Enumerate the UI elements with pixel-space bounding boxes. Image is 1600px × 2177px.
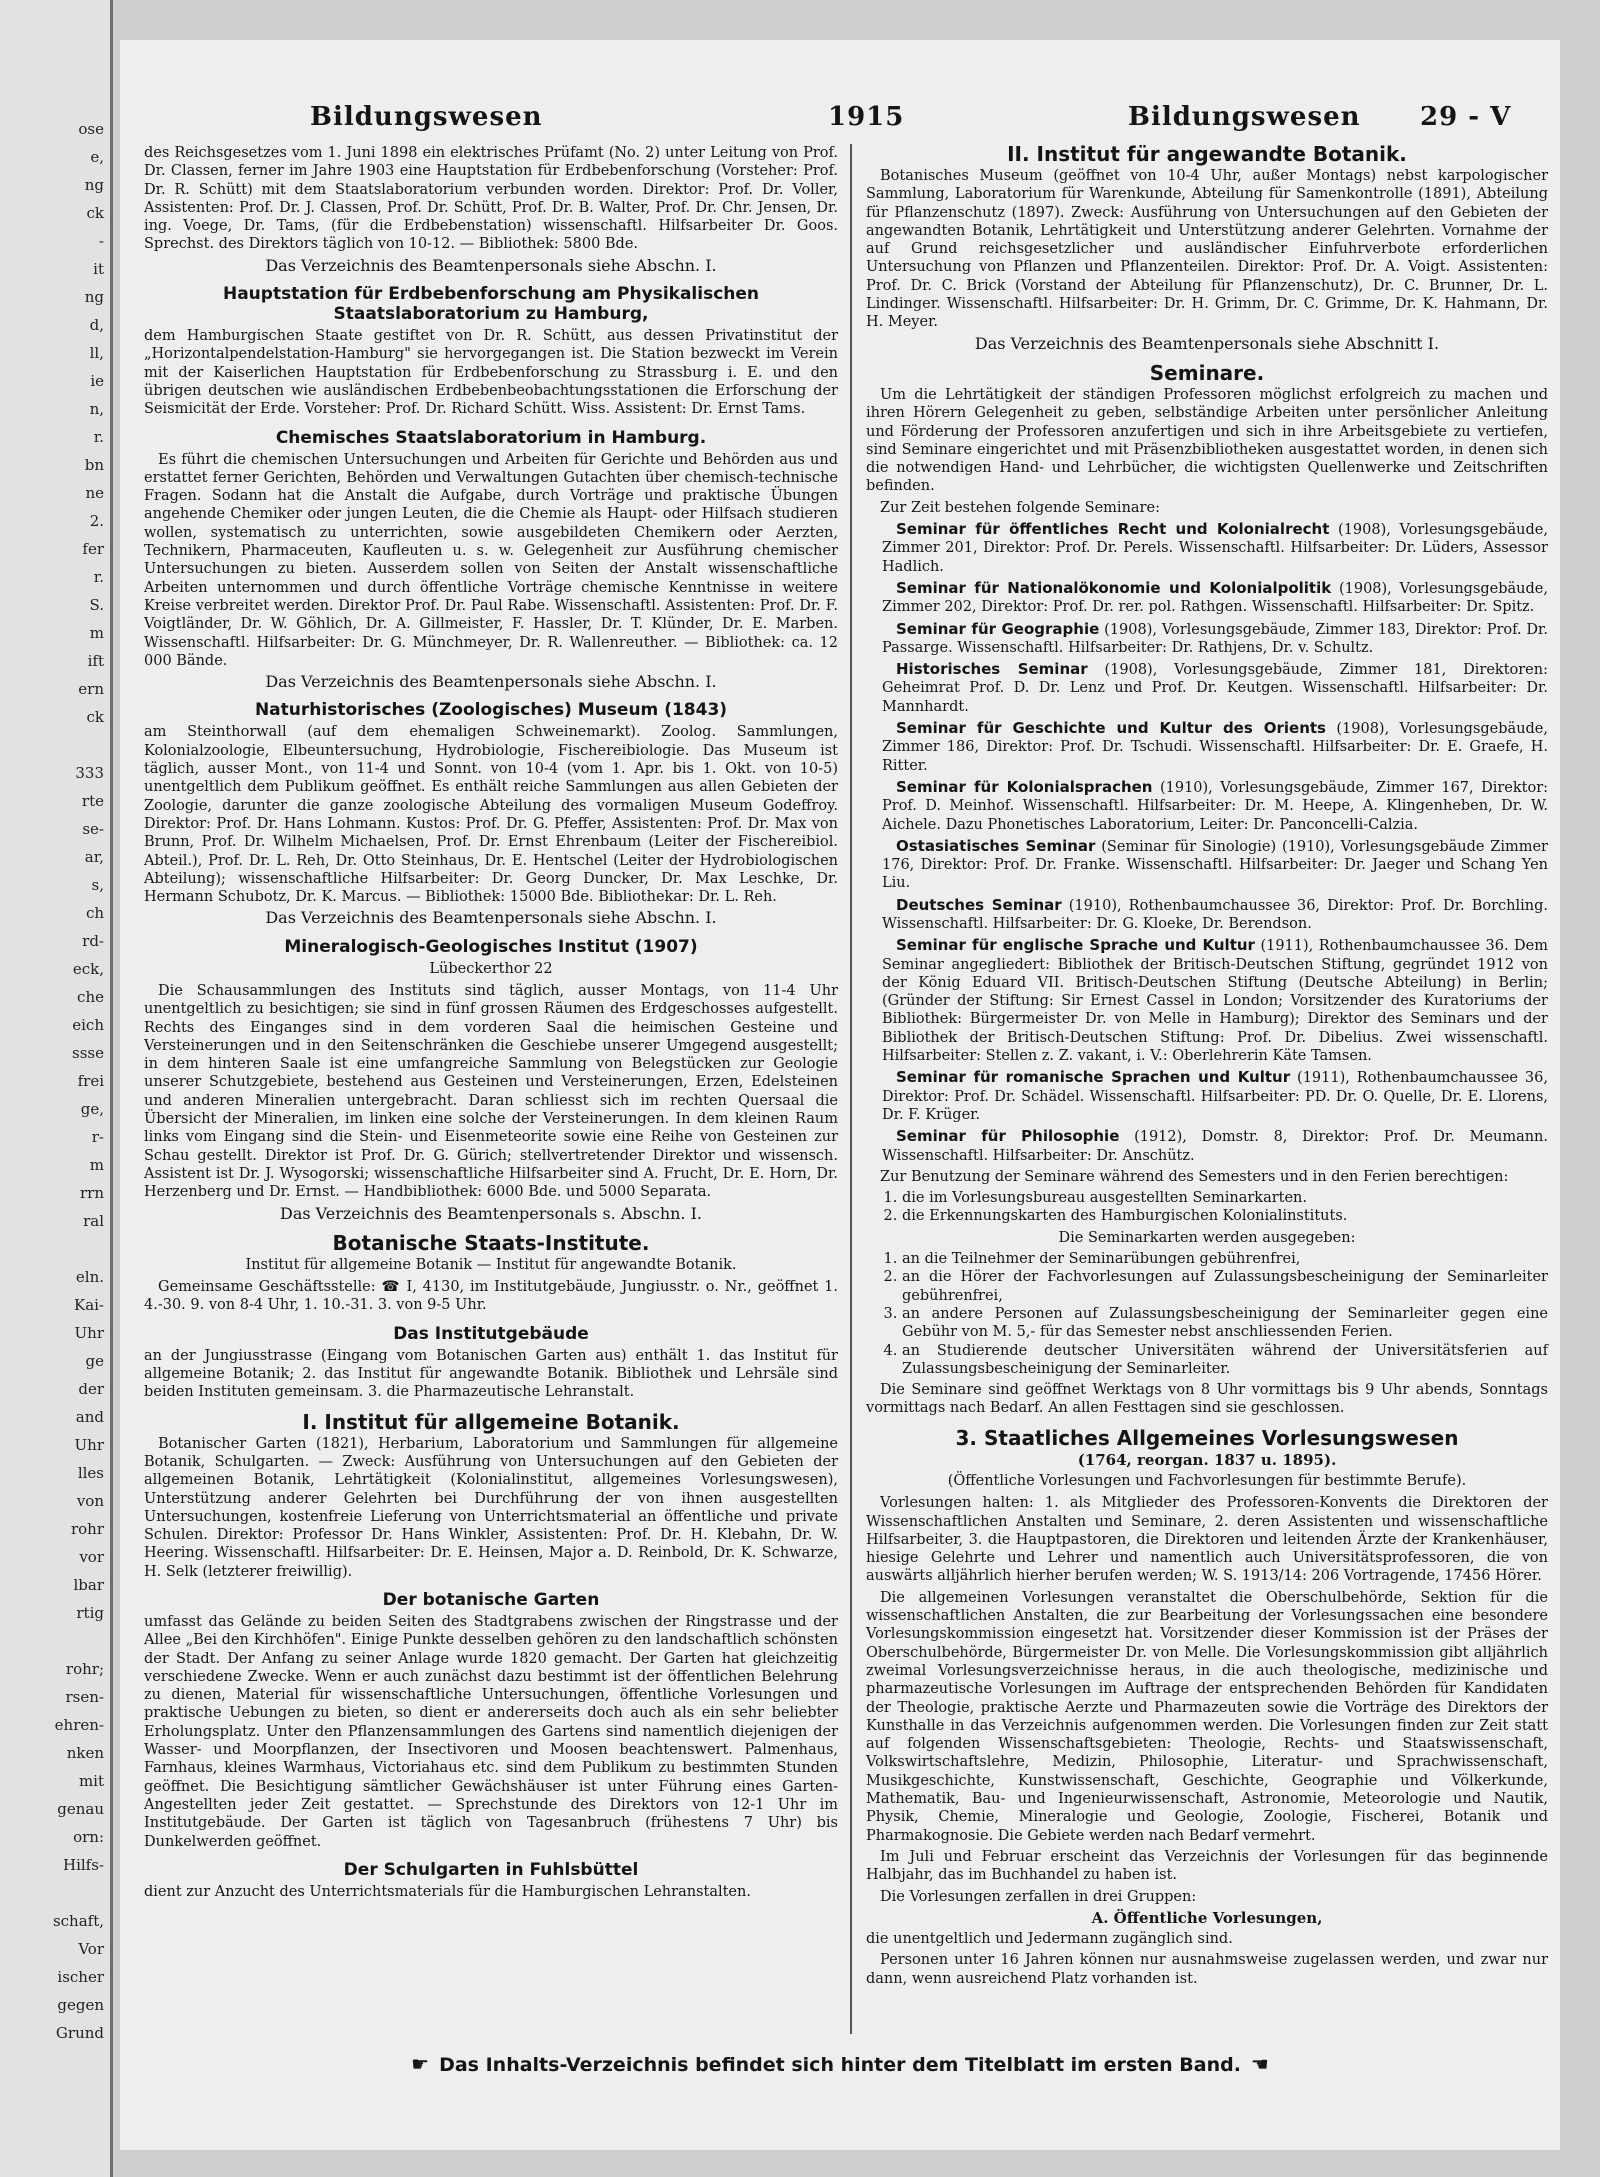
vorlesung-heading: 3. Staatliches Allgemeines Vorlesungswesen [955,1425,1459,1450]
page-footer [120,2052,1560,2076]
karten-intro: Die Seminarkarten werden ausgegeben: [1058,1229,1356,1246]
left-column [144,144,838,1904]
mineral-reference: Das Verzeichnis des Beamtenpersonals s. Abschn. I. [279,1203,702,1223]
prev-page-fragment: ose [78,120,104,138]
oeffnung-paragraph: Die Seminare sind geöffnet Werktags von 8 Uhr vormittags bis 9 Uhr abends, Sonntags vormittags nach Bedarf. An allen Festtagen sind sie geschlossen. [866,1382,1548,1417]
prev-page-fragment: eln. [75,1268,104,1286]
seminar-entry [866,719,1548,775]
prev-page-fragment: eich [72,1016,104,1034]
vorlesung-paragraph-4: Die Vorlesungen zerfallen in drei Gruppen: [880,1888,1197,1905]
seminar-details: (Seminar für Sinologie) (1910), Vorlesungsgebäude Zimmer 176, Direktor: Prof. Dr. Franke. Wissenschaftl. Hilfsarbeiter: Dr. Jaeger und Schang Yen Liu. [882,838,1548,892]
prev-page-fragment: r- [91,1128,104,1146]
prev-page-fragment: it [93,260,104,278]
schulgarten-paragraph: dient zur Anzucht des Unterrichtsmaterials für die Hamburgischen Lehranstalten. [144,1883,751,1900]
prev-page-fragment: ie [90,372,104,390]
prev-page-fragment: r. [93,428,104,446]
prev-page-fragment: von [76,1492,104,1510]
header-year: 1915 [828,102,905,132]
prev-page-fragment: s, [91,876,104,894]
prev-page-fragment: genau [57,1800,104,1818]
prev-page-fragment: ehren- [54,1716,104,1734]
seminar-details: (1908), Vorlesungsgebäude, Zimmer 201, Direktor: Prof. Dr. Perels. Wissenschaftl. Hilfsarbeiter: Dr. Lüders, Assessor Hadlich. [882,522,1548,575]
garten-heading: Der botanische Garten [382,1590,600,1610]
prev-page-fragment: 333 [75,764,104,782]
prev-page-fragment: gegen [57,1996,104,2014]
botan-heading: Botanische Staats-Institute. [332,1230,650,1255]
prev-page-fragment: lbar [73,1576,104,1594]
prev-page-fragment: vor [79,1548,104,1566]
prev-page-fragment: schaft, [52,1912,104,1930]
prev-page-fragment: Uhr [74,1436,104,1454]
seminar-entry [866,1068,1548,1124]
prev-page-fragment: ng [84,288,104,306]
erdbeben-heading: Hauptstation für Erdbebenforschung am Physikalischen Staatslaboratorium zu Hamburg, [222,284,760,325]
seminar-name: Seminar für Geographie [896,619,1100,638]
prev-page-fragment: ll, [89,344,104,362]
page-number: 29 - V [1420,102,1512,132]
inst1-paragraph: Botanischer Garten (1821), Herbarium, Laboratorium und Sammlungen für allgemeine Botanik, Schulgarten. — Zweck: Ausführung von Untersuchungen auf den Gebieten der allgemeinen Botanik, Lehrtätigkeit (Kolonialinstitut, allgemeines Vorlesungswesen), Unterstützung anderer Gelehrten bei Durchführung der von ihnen ausgestellten Untersuchungen, kostenfreie Lieferung von Unterrichtsmaterial an öffentliche und private Schulen. Direktor: Professor Dr. Hans Winkler, Assistenten: Prof. Dr. H. Klebahn, Dr. W. Heering. Wissenschaftl. Hilfsarbeiter: Dr. E. Heinsen, Major a. D. Reinbold, Dr. K. Schwarze, H. Selk (letzterer freiwillig). [144,1435,838,1580]
seminar-entry [866,620,1548,658]
seminar-name: Seminar für Nationalökonomie und Kolonialpolitik [896,578,1332,597]
prev-page-fragment: ern [78,680,104,698]
oeffentliche-heading: A. Öffentliche Vorlesungen, [1091,1908,1323,1927]
gebaeude-paragraph: an der Jungiusstrasse (Eingang vom Botanischen Garten aus) enthält 1. das Institut für allgemeine Botanik; 2. das Institut für angewandte Botanik. Bibliothek und Lehrsäle sind beiden Instituten gemeinsam. 3. die Pharmazeutische Lehranstalt. [144,1347,838,1401]
list-item: 2. die Erkennungskarten des Hamburgischen Kolonialinstituts. [902,1207,1548,1225]
natur-paragraph: am Steinthorwall (auf dem ehemaligen Schweinemarkt). Zoolog. Sammlungen, Kolonialzoologie, Elbeuntersuchung, Hydrobiologie, Fischereibiologie. Das Museum ist täglich, ausser Mont., von 11-4 und Sonnt. von 10-4 (vom 1. Apr. bis 1. Okt. von 10-5) unentgeltlich dem Publikum geöffnet. Es enthält reiche Sammlungen aus allen Gebieten der Zoologie, darunter die ganze zoologische Abteilung des vormaligen Museum Godeffroy. Direktor: Prof. Dr. Hans Lohmann. Kustos: Prof. Dr. G. Pfeffer, Assistenten: Prof. Dr. Max von Brunn, Prof. Dr. Wilhelm Michaelsen, Prof. Dr. Ernst Ehrenbaum (Leiter der Fischereibiol. Abteil.), Prof. Dr. L. Reh, Dr. Otto Steinhaus, Dr. E. Hentschel (Leiter der Hydrobiologischen Abteilung); wissenschaftliche Hilfsarbeiter: Dr. Georg Duncker, Dr. Max Leschke, Dr. Hermann Schubotz, Dr. K. Marcus. — Bibliothek: 15000 Bde. Bibliothekar: Dr. L. Reh. [144,724,838,906]
list-item: 1. an die Teilnehmer der Seminarübungen gebührenfrei, [902,1250,1548,1268]
seminar-entry [866,520,1548,576]
prev-page-fragment: frei [77,1072,104,1090]
seminar-name: Historisches Seminar [896,660,1088,679]
prev-page-fragment: ch [85,904,104,922]
prev-page-fragment: ne [85,484,104,502]
seminar-entry [866,936,1548,1065]
prev-page-fragment: che [77,988,104,1006]
schulgarten-heading: Der Schulgarten in Fuhlsbüttel [343,1859,639,1880]
prev-page-fragment: eck, [72,960,104,978]
previous-page-margin [0,0,113,2177]
header-right: Bildungswesen [1128,102,1361,132]
karten-list [866,1250,1548,1378]
seminar-details: (1911), Rothenbaumchaussee 36, Direktor: Prof. Dr. Schädel. Wissenschaftl. Hilfsarbeiter: PD. Dr. O. Quelle, Dr. E. Llorens, Dr. F. Krüger. [882,1070,1548,1123]
vorlesung-paragraph-1: Vorlesungen halten: 1. als Mitglieder des Professoren-Konvents die Direktoren der Wissenschaftlichen Anstalten und Seminare, 2. deren Assistenten und wissenschaftliche Hilfsarbeiter, 3. die Hauptpastoren, die Direktoren und leitenden Ärzte der Krankenhäuser, hiesige Gelehrte und Lehrer und namentlich auch Universitätsprofessoren, die von auswärts alljährlich hierher berufen werden; W. S. 1913/14: 206 Vortragende, 17456 Hörer. [866,1495,1548,1585]
vorlesung-years: (1764, reorgan. 1837 u. 1895). [1077,1450,1337,1469]
gebaeude-heading: Das Institutgebäude [393,1323,589,1344]
prev-page-fragment: rtig [76,1604,104,1622]
seminar-details: (1912), Domstr. 8, Direktor: Prof. Dr. Meumann. Wissenschaftl. Hilfsarbeiter: Dr. Anschütz. [882,1129,1548,1164]
inst2-reference: Das Verzeichnis des Beamtenpersonals siehe Abschnitt I. [974,333,1440,353]
seminar-name: Ostasiatisches Seminar [896,836,1096,855]
pointing-hand-right-icon: ☛ [411,2052,430,2076]
list-item: 2. an die Hörer der Fachvorlesungen auf Zulassungsbescheinigung der Seminarleiter gebührenfrei, [902,1268,1548,1305]
seminar-details: (1910), Vorlesungsgebäude, Zimmer 167, Direktor: Prof. D. Meinhof. Wissenschaftl. Hilfsarbeiter: Dr. M. Heepe, A. Klingenheben, Dr. W. Aichele. Dazu Phonetisches Laboratorium, Leiter: Dr. Panconcelli-Calzia. [882,779,1549,833]
prev-page-fragment: se- [82,820,104,838]
header-left: Bildungswesen [310,102,543,132]
seminar-details: (1908), Vorlesungsgebäude, Zimmer 186, Direktor: Prof. Dr. Tschudi. Wissenschaftl. Hilfsarbeiter: Dr. E. Graefe, H. Ritter. [882,721,1548,774]
list-item: 4. an Studierende deutscher Universitäten während der Universitätsferien auf Zulassungsbescheinigung der Seminarleiter. [902,1342,1548,1379]
vorlesung-paragraph-2: Die allgemeinen Vorlesungen veranstaltet die Oberschulbehörde, Sektion für die wissenschaftlichen Anstalten, die zur Bearbeitung der Vorlesungssachen eine besondere Vorlesungskommission eingesetzt hat. Vorsitzender dieser Kommission ist der Präses der Oberschulbehörde, Bürgermeister Dr. von Melle. Die Vorlesungskommission gibt alljährlich zweimal Vorlesungsverzeichnisse heraus, in die auch theologische, medizinische und pharmazeutische Vorlesungen im Auftrage der entsprechenden Behörden für Kandidaten der Theologie, praktische Aerzte und Pharmazeuten sowie die Vorträge des Direktors der Kunsthalle in das Verzeichnis aufgenommen werden. Die Vorlesungen finden zur Zeit statt auf folgenden Wissenschaftsgebieten: Theologie, Rechts- und Staatswissenschaft, Volkswirtschaftslehre, Medizin, Philosophie, Literatur- und Sprachwissenschaft, Musikgeschichte, Kunstwissenschaft, Geschichte, Geographie und Völkerkunde, Mathematik, Bau- und Ingenieurwissenschaft, Astronomie, Meteorologie und Nautik, Physik, Chemie, Mineralogie und Geologie, Zoologie, Fischerei, Botanik und Pharmakognosie. Die Gebiete werden nach Bedarf vermehrt. [866,1589,1548,1844]
prev-page-fragment: der [78,1380,104,1398]
mineral-paragraph: Die Schausammlungen des Instituts sind täglich, ausser Montags, von 11-4 Uhr unentgeltlich zu besichtigen; sie sind in fünf grossen Räumen des Erdgeschosses aufgestellt. Rechts des Einganges sind in dem vorderen Saal die heimischen Gesteine und Versteinerungen und in den Seitenschränken die Geschiebe unserer Umgegend ausgestellt; in dem hinteren Saale ist eine umfangreiche Sammlung von Belegstücken zur Geologie unserer Schutzgebiete, bestehend aus Gesteinen und Versteinerungen, Erzen, Edelsteinen und anderen Mineralien untergebracht. Daran schliesst sich im rechten Quersaal die Übersicht der Mineralien, im linken eine solche der Versteinerungen. In dem kleinen Raum links vom Eingang sind die Stein- und Eisenmeteorite sowie eine Reihe von Gesteinen zur Schau gestellt. Direktor ist Prof. Dr. G. Gürich; stellvertretender Direktor und wissensch. Assistent ist Dr. J. Wysogorski; wissenschaftliche Hilfsarbeiter sind A. Frucht, Dr. E. Horn, Dr. Herzenberg und Dr. Ernst. — Handbibliothek: 6000 Bde. und 5000 Separata. [144,982,838,1201]
right-column [866,144,1548,1991]
seminar-list [866,520,1548,1165]
seminar-details: (1910), Rothenbaumchaussee 36, Direktor: Prof. Dr. Borchling. Wissenschaftl. Hilfsarbeiter: Dr. G. Kloeke, Dr. Berendson. [882,897,1548,932]
column-divider [850,144,852,2034]
natur-reference: Das Verzeichnis des Beamtenpersonals siehe Abschn. I. [265,908,717,928]
mineral-address: Lübeckerthor 22 [429,960,553,977]
chem-reference: Das Verzeichnis des Beamtenpersonals siehe Abschn. I. [265,672,717,692]
seminar-name: Seminar für romanische Sprachen und Kultur [896,1068,1291,1087]
prev-page-fragment: ift [87,652,104,670]
page-header [120,102,1560,142]
prev-page-fragment: ral [83,1212,104,1230]
vorlesung-subtitle: (Öffentliche Vorlesungen und Fachvorlesungen für bestimmte Berufe). [947,1473,1467,1489]
natur-heading: Naturhistorisches (Zoologisches) Museum (1843) [254,700,728,721]
prev-page-fragment: Kai- [73,1296,104,1314]
botan-paragraph: Gemeinsame Geschäftsstelle: ☎ I, 4130, im Institutgebäude, Jungiusstr. o. Nr., geöffnet 1. 4.-30. 9. von 8-4 Uhr, 1. 10.-31. 3. von 9-5 Uhr. [144,1279,838,1314]
seminar-entry [866,1127,1548,1165]
benutzung-paragraph: Zur Benutzung der Seminare während des Semesters und in den Ferien berechtigen: [880,1168,1509,1185]
prev-page-fragment: rrn [79,1184,104,1202]
prev-page-fragment: e, [90,148,104,166]
vorlesung-paragraph-3: Im Juli und Februar erscheint das Verzeichnis der Vorlesungen für das beginnende Halbjahr, das im Buchhandel zu haben ist. [866,1848,1548,1884]
seminar-entry [866,778,1548,834]
garten-paragraph: umfasst das Gelände zu beiden Seiten des Stadtgrabens zwischen der Ringstrasse und der Allee „Bei den Kirchhöfen". Einige Punkte desselben gehören zu den landschaftlich schönsten der Stadt. Der Anfang zu seiner Anlage wurde 1820 gemacht. Der Garten hat gleichzeitig verschiedene Zwecke. Wenn er auch zunächst dazu bestimmt ist der öffentlichen Belehrung zu dienen, Material für wissenschaftliche Untersuchungen, öffentliche Vorlesungen und praktische Uebungen zu bieten, so dient er andererseits doch auch als ein sehr beliebter Erholungsplatz. Unter den Pflanzensammlungen des Gartens sind namentlich diejenigen der Wasser- und Moorpflanzen, der Insectivoren und Moosen beachtenswert. Palmenhaus, Farnhaus, kleines Warmhaus, Victoriahaus etc. sind dem Publikum zu bestimmten Stunden geöffnet. Die Besichtigung sämtlicher Gewächshäuser ist unter Führung eines Garten-Angestellten jeder Zeit gestattet. — Sprechstunde des Direktors von 12-1 Uhr im Institutgebäude. Der Garten ist täglich von Tagesanbruch (frühestens 7 Uhr) bis Dunkelwerden geöffnet. [144,1614,838,1850]
prev-page-fragment: lles [77,1464,104,1482]
prev-page-fragment: Hilfs- [63,1856,104,1874]
prev-page-fragment: n, [89,400,104,418]
seminar-details: (1908), Vorlesungsgebäude, Zimmer 183, Direktor: Prof. Dr. Passarge. Wissenschaftl. Hilfsarbeiter: Dr. Rathjens, Dr. v. Schultz. [882,621,1549,656]
seminar-details: (1908), Vorlesungsgebäude, Zimmer 202, Direktor: Prof. Dr. rer. pol. Rathgen. Wissenschaftl. Hilfsarbeiter: Dr. Spitz. [882,580,1548,616]
seminar-entry [866,660,1548,716]
oeffentliche-paragraph-1: die unentgeltlich und Jedermann zugänglich sind. [866,1931,1233,1948]
prev-page-fragment: ischer [57,1968,104,1986]
prev-page-fragment: rohr [70,1520,104,1538]
oeffentliche-paragraph-2: Personen unter 16 Jahren können nur ausnahmsweise zugelassen werden, und zwar nur dann, wenn ausreichend Platz vorhanden ist. [866,1952,1548,1987]
seminar-name: Seminar für Kolonialsprachen [896,777,1153,796]
seminar-entry [866,579,1548,617]
prev-page-fragment: ge [85,1352,104,1370]
benutzung-list [866,1189,1548,1226]
prev-page-fragment: r. [93,568,104,586]
prev-page-fragment: m [89,624,104,642]
prev-page-fragment: mit [78,1772,104,1790]
inst2-paragraph: Botanisches Museum (geöffnet von 10-4 Uhr, außer Montags) nebst karpologischer Sammlung, Laboratorium für Warenkunde, Abteilung für Samenkontrolle (1891), Abteilung für Pflanzenschutz (1897). Zweck: Ausführung von Untersuchungen auf den Gebieten der angewandten Botanik, Lehrtätigkeit und Unterstützung anderer Gelehrten. Vornahme der auf Grund reichsgesetzlicher und ausländischer Einfuhrverbote erforderlichen Untersuchung von Pflanzen und Pflanzenteilen. Direktor: Prof. Dr. A. Voigt. Assistenten: Prof. Dr. C. Brick (Vorstand der Abteilung für Pflanzenschutz), Dr. C. Brunner, Dr. L. Lindinger. Wissenschaftl. Hilfsarbeiter: Dr. H. Grimm, Dr. C. Grimme, Dr. K. Hahmann, Dr. H. Meyer. [866,168,1548,331]
seminare-heading: Seminare. [1149,360,1265,385]
prev-page-fragment: rsen- [65,1688,104,1706]
prev-page-fragment: ssse [72,1044,104,1062]
prev-page-fragment: Vor [78,1940,104,1958]
prev-page-fragment: 2. [89,512,104,530]
document-page [120,40,1560,2150]
prev-page-fragment: d, [89,316,104,334]
prev-page-fragment: and [75,1408,104,1426]
prev-page-fragment: rohr; [65,1660,104,1678]
botan-subtitle: Institut für allgemeine Botanik — Institut für angewandte Botanik. [245,1256,737,1273]
chem-paragraph: Es führt die chemischen Untersuchungen und Arbeiten für Gerichte und Behörden aus und erstattet ferner Gerichten, Behörden und Verwaltungen Gutachten über chemisch-technische Fragen. Sodann hat die Anstalt die Aufgabe, durch Vorträge und praktische Übungen angehende Chemiker oder jungen Leuten, die die Chemie als Haupt- oder Hilfsach studieren wollen, systematisch zu unterrichten, sowie ausgebildeten Chemikern oder Aerzten, Technikern, Pharmaceuten, Kaufleuten u. s. w. Gelegenheit zur Ausführung chemischer Untersuchungen zu bieten. Ausserdem sollen von Seiten der Anstalt wissenschaftliche Arbeiten unternommen und durch öffentliche Vorträge chemische Kenntnisse in weitere Kreise verbreitet werden. Direktor Prof. Dr. Paul Rabe. Wissenschaftl. Assistenten: Prof. Dr. F. Voigtländer, Dr. W. Göhlich, Dr. A. Gillmeister, F. Hassler, Dr. T. Klünder, Dr. E. Marben. Wissenschaftl. Hilfsarbeiter: Dr. G. Münchmeyer, Dr. R. Wallenreuther. — Bibliothek: ca. 12 000 Bände. [144,451,838,669]
intro-paragraph: des Reichsgesetzes vom 1. Juni 1898 ein elektrisches Prüfamt (No. 2) unter Leitung von Prof. Dr. Classen, ferner im Jahre 1903 eine Hauptstation für Erdbebenforschung (Vorsteher: Prof. Dr. R. Schütt) mit dem Staatslaboratorium verbunden worden. Direktor: Prof. Dr. Voller, Assistenten: Prof. Dr. J. Classen, Prof. Dr. Schütt, Prof. Dr. B. Walter, Prof. Dr. Chr. Jensen, Dr. ing. Voege, Dr. Tams, (für die Erdbebenstation) wissenschaftl. Hilfsarbeiter Dr. Goos. Sprechst. des Direktors täglich von 10-12. — Bibliothek: 5800 Bde. [144,145,838,253]
prev-page-fragment: nken [66,1744,104,1762]
seminar-name: Seminar für englische Sprache und Kultur [896,936,1255,955]
footer-note: Das Inhalts-Verzeichnis befindet sich hinter dem Titelblatt im ersten Band. [439,2054,1241,2076]
prev-page-fragment: - [98,232,104,250]
prev-page-fragment: orn: [73,1828,104,1846]
list-item: 3. an andere Personen auf Zulassungsbescheinigung der Seminarleiter gegen eine Gebühr von M. 5,- für das Semester nebst anschliessenden Ferien. [902,1305,1548,1342]
seminar-details: (1911), Rothenbaumchaussee 36. Dem Seminar angegliedert: Bibliothek der Britisch-Deutschen Stiftung, gegründet 1912 von der König Eduard VII. Britisch-Deutschen Stiftung (Deutsche Abteilung) in Berlin; (Gründer der Stiftung: Sir Ernest Cassel in London; Vorsitzender des Kuratoriums der Bibliothek: Bürgermeister Dr. von Melle in Hamburg); Direktor des Seminars und der Bibliothek der Britisch-Deutschen Stiftung: Prof. Dr. Dibelius. Zwei wissenschaftl. Hilfsarbeiter: Stellen z. Z. vakant, i. V.: Oberlehrerin Käte Tamsen. [882,938,1549,1065]
prev-page-fragment: ng [84,176,104,194]
inst2-heading: II. Institut für angewandte Botanik. [1007,142,1407,166]
prev-page-fragment: ar, [84,848,104,866]
mineral-heading: Mineralogisch-Geologisches Institut (1907) [284,936,698,957]
seminar-entry [866,837,1548,893]
prev-page-fragment: Grund [55,2024,104,2042]
prev-page-fragment: ge, [80,1100,104,1118]
seminar-name: Seminar für Philosophie [896,1127,1120,1146]
prev-page-fragment: Uhr [74,1324,104,1342]
prev-page-fragment: m [89,1156,104,1174]
seminar-details: (1908), Vorlesungsgebäude, Zimmer 181, Direktoren: Geheimrat Prof. D. Dr. Lenz und Prof. Dr. Keutgen. Wissenschaftl. Hilfsarbeiter: Dr. Mannhardt. [882,662,1548,715]
prev-page-fragment: fer [82,540,104,558]
erdbeben-paragraph: dem Hamburgischen Staate gestiftet von Dr. R. Schütt, aus dessen Privatinstitut der „Horizontalpendelstation-Hamburg" sie hervorgegangen ist. Die Station bezweckt im Verein mit der Kaiserlichen Hauptstation für Erdbebenforschung zu Strassburg i. E. und den übrigen deutschen wie ausländischen Erdbebenbeobachtungsstationen die Erforschung der Seismicität der Erde. Vorsteher: Prof. Dr. Richard Schütt. Wiss. Assistent: Dr. Ernst Tams. [144,328,838,418]
pointing-hand-left-icon: ☚ [1250,2052,1269,2076]
seminare-paragraph: Um die Lehrtätigkeit der ständigen Professoren möglichst erfolgreich zu machen und ihren Hörern Gelegenheit zu geben, selbständige Arbeiten unter persönlicher Anleitung und Förderung der Professoren anzufertigen und sich in ihre Arbeitsgebiete zu vertiefen, sind Seminare eingerichtet und mit Präsenzbibliotheken ausgestattet worden, in denen sich die notwendigen Hand- und Lehrbücher, die wichtigsten Quellenwerke und Zeitschriften befinden. [866,386,1548,495]
prev-page-fragment: bn [84,456,104,474]
seminar-entry [866,896,1548,934]
seminare-intro: Zur Zeit bestehen folgende Seminare: [880,499,1160,516]
prev-page-fragment: ck [86,708,104,726]
prev-page-fragment: rte [81,792,104,810]
list-item: 1. die im Vorlesungsbureau ausgestellten Seminarkarten. [902,1189,1548,1207]
seminar-name: Seminar für Geschichte und Kultur des Orients [896,719,1326,738]
seminar-name: Deutsches Seminar [896,895,1062,914]
prev-page-fragment: rd- [82,932,104,950]
chem-heading: Chemisches Staatslaboratorium in Hamburg. [275,427,707,448]
prev-page-fragment: ck [86,204,104,222]
prev-page-fragment: S. [89,596,104,614]
intro-reference: Das Verzeichnis des Beamtenpersonals siehe Abschn. I. [265,255,717,275]
inst1-heading: I. Institut für allgemeine Botanik. [302,1409,680,1434]
seminar-name: Seminar für öffentliches Recht und Kolonialrecht [896,520,1330,539]
